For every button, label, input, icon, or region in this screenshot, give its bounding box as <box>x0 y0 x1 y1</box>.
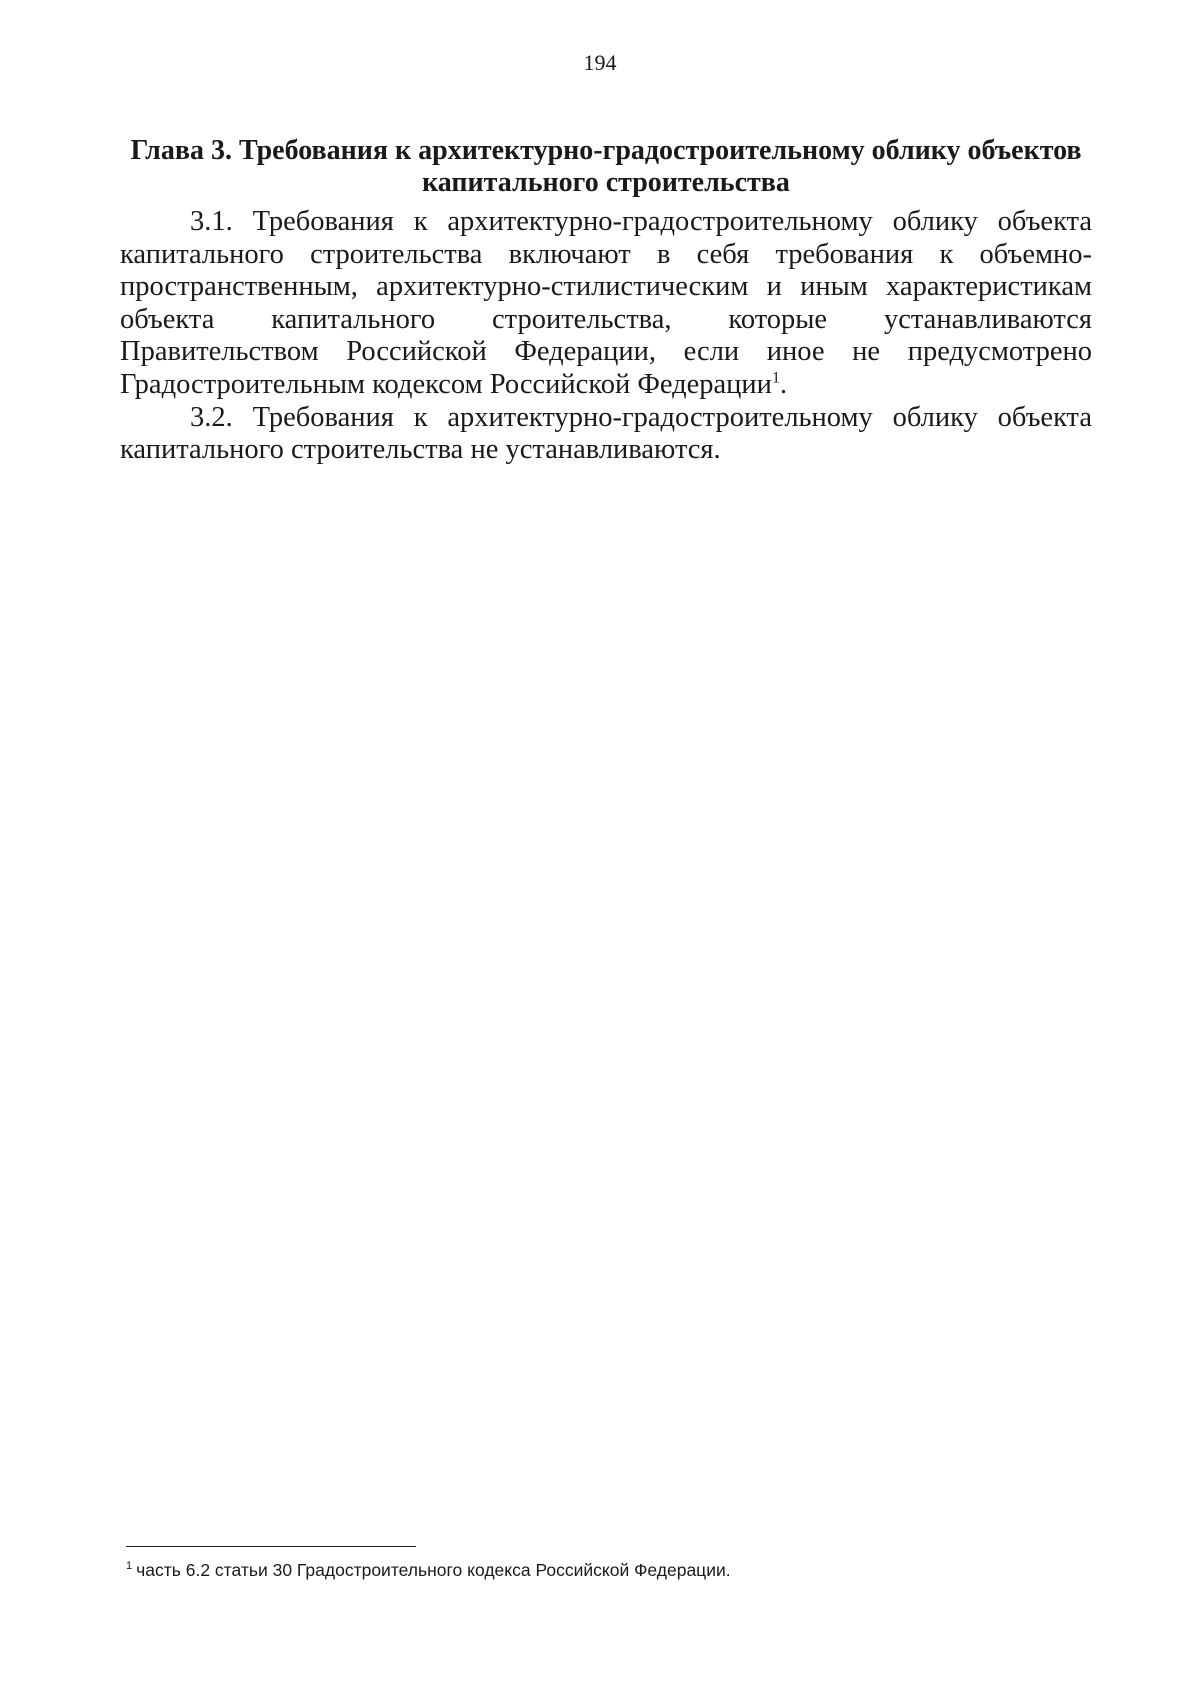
paragraph-3-2-text: 3.2. Требования к архитектурно-градостроительному облику объекта капитального строительства не устанавливаются. <box>120 401 1092 466</box>
footnote-separator <box>126 1546 416 1547</box>
footnote <box>126 1558 1086 1582</box>
paragraph-3-1-text: 3.1. Требования к архитектурно-градостроительному облику объекта капитального строительства включают в себя требования к объемно-пространственным, архитектурно-стилистическим и иным характеристикам объекта капитального строительства, которые устанавливаются Правительством Российской Федерации, если иное не предусмотрено Градостроительным кодексом Российской Федерации <box>120 206 1092 400</box>
paragraph-3-1 <box>120 206 1092 402</box>
paragraph-3-1-end: . <box>779 368 788 400</box>
footnote-marker: 1 <box>126 1560 133 1573</box>
chapter-title: Глава 3. Требования к архитектурно-градостроительному облику объектов капитального строительства <box>130 135 1082 198</box>
footnote-text: часть 6.2 статьи 30 Градостроительного кодекса Российской Федерации. <box>136 1560 731 1580</box>
document-body <box>120 206 1092 467</box>
paragraph-3-2 <box>120 402 1092 467</box>
footnote-reference: 1 <box>771 369 780 387</box>
page-number: 194 <box>583 50 617 75</box>
